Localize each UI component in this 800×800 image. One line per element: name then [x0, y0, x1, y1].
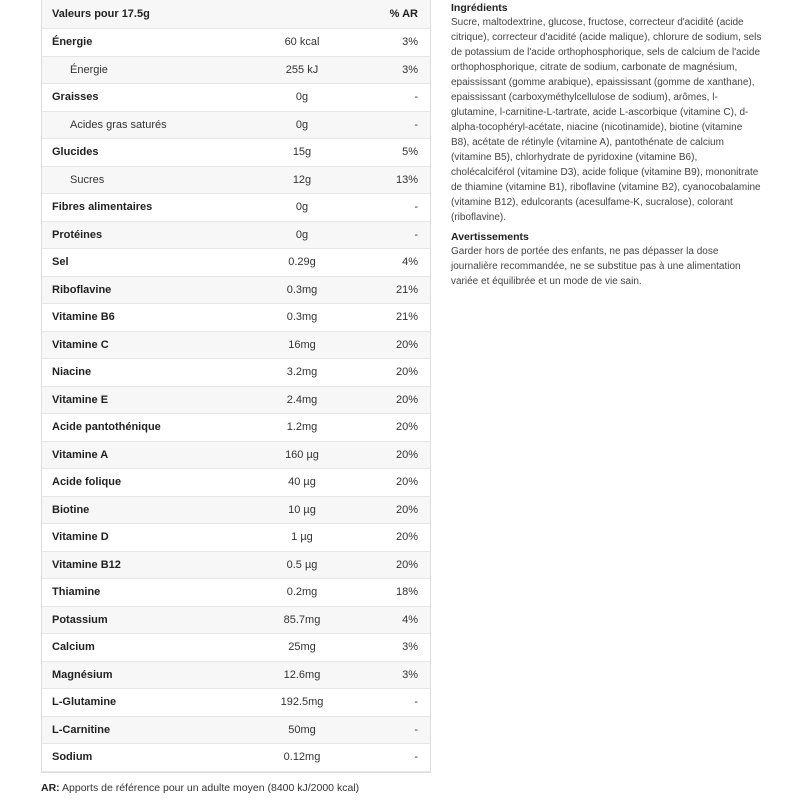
nutrient-ar: 4% — [402, 613, 418, 626]
table-body — [42, 29, 430, 772]
nutrient-ar: 20% — [395, 448, 418, 461]
table-row — [42, 167, 430, 195]
table-row — [42, 332, 430, 360]
header-ar: % AR — [389, 8, 418, 20]
nutrient-ar: 4% — [402, 256, 418, 269]
footnote-text: Apports de référence pour un adulte moyen (8400 kJ/2000 kcal) — [62, 782, 360, 794]
nutrient-ar: 20% — [395, 558, 418, 571]
nutrition-table — [41, 0, 431, 773]
table-row — [42, 387, 430, 415]
footnote-label: AR: — [41, 782, 60, 794]
nutrient-quantity: 15g — [292, 146, 312, 159]
table-row — [42, 552, 430, 580]
warnings-title: Avertissements — [451, 231, 529, 243]
table-row — [42, 222, 430, 250]
nutrient-quantity: 0.29g — [288, 256, 316, 269]
nutrient-name: Énergie — [70, 63, 108, 76]
table-row — [42, 744, 430, 772]
table-row — [42, 469, 430, 497]
nutrient-quantity: 1 µg — [291, 531, 313, 544]
nutrient-name: Sodium — [52, 751, 93, 764]
nutrient-quantity: 0g — [295, 228, 309, 241]
header-serving: Valeurs pour 17.5g — [52, 8, 150, 20]
nutrient-ar: 20% — [395, 366, 418, 379]
nutrient-ar: 20% — [395, 476, 418, 489]
nutrient-name: Thiamine — [52, 586, 101, 599]
nutrient-ar: 20% — [395, 531, 418, 544]
nutrient-quantity: 0.12mg — [283, 751, 321, 764]
nutrient-quantity: 0.3mg — [286, 283, 318, 296]
nutrient-quantity: 12g — [292, 173, 312, 186]
nutrient-name: Calcium — [52, 641, 95, 654]
nutrient-ar: 20% — [395, 503, 418, 516]
nutrient-quantity: 192.5mg — [280, 696, 324, 709]
nutrient-ar: - — [414, 201, 418, 214]
nutrient-ar: 3% — [402, 668, 418, 681]
nutrient-quantity: 16mg — [288, 338, 316, 351]
nutrient-quantity: 10 µg — [288, 503, 316, 516]
nutrient-name: Vitamine E — [52, 393, 109, 406]
table-row — [42, 112, 430, 140]
nutrient-name: Acide pantothénique — [52, 421, 161, 434]
nutrient-ar: 20% — [395, 338, 418, 351]
nutrient-quantity: 255 kJ — [285, 63, 319, 76]
table-header — [42, 0, 430, 29]
nutrient-ar: 13% — [395, 173, 418, 186]
table-row — [42, 634, 430, 662]
table-row — [42, 359, 430, 387]
nutrient-quantity: 0g — [295, 118, 309, 131]
ingredients-text: Sucre, maltodextrine, glucose, fructose, correcteur d'acidité (acide citrique), correcteur d'acidité (acide malique), chlorure de sodium, sels de potassium de l'acide orthophosphorique, sels de calcium de l'acide orthophosphorique, citrate de sodium, carbonate de magnésium, epaississant (gomme arabique), epaississant (gomme de xanthane), epaississant (carboxyméthylcellulose de sodium), arômes, l-glutamine, l-carnitine-L-tartrate, acide L-ascorbique (vitamine C), d-alpha-tocophéryl-acétate, niacine (nicotinamide), biotine (vitamine B8), acétate de rétinyle (vitamine A), pantothénate de calcium (vitamine B5), chlorhydrate de pyridoxine (vitamine B6), cholécalciférol (vitamine D3), acide folique (vitamine B9), mononitrate de thiamine (vitamine B1), riboflavine (vitamine B2), cyanocobalamine (vitamine B12), edulcorants (acesulfame-K, sucralose), colorant (riboflavine). — [451, 17, 762, 223]
table-row — [42, 579, 430, 607]
nutrient-quantity: 0g — [295, 91, 309, 104]
table-row — [42, 277, 430, 305]
table-row — [42, 29, 430, 57]
nutrient-ar: - — [414, 696, 418, 709]
nutrient-ar: - — [414, 228, 418, 241]
table-row — [42, 524, 430, 552]
table-row — [42, 304, 430, 332]
nutrient-name: Vitamine B6 — [52, 311, 115, 324]
nutrient-quantity: 3.2mg — [286, 366, 318, 379]
nutrient-quantity: 85.7mg — [283, 613, 321, 626]
nutrient-name: Vitamine A — [52, 448, 109, 461]
nutrient-name: Vitamine D — [52, 531, 109, 544]
nutrient-name: Acides gras saturés — [70, 118, 167, 131]
ar-footnote — [41, 782, 359, 794]
nutrient-ar: - — [414, 91, 418, 104]
table-row — [42, 414, 430, 442]
table-row — [42, 717, 430, 745]
nutrient-name: L-Glutamine — [52, 696, 117, 709]
nutrient-quantity: 25mg — [288, 641, 316, 654]
nutrient-name: Graisses — [52, 91, 99, 104]
nutrient-quantity: 0.3mg — [286, 311, 318, 324]
nutrient-quantity: 0.2mg — [286, 586, 318, 599]
product-info — [451, 1, 763, 294]
nutrient-name: Sucres — [70, 173, 105, 186]
nutrient-name: Vitamine C — [52, 338, 109, 351]
nutrient-name: Glucides — [52, 146, 99, 159]
table-row — [42, 662, 430, 690]
nutrient-quantity: 0.5 µg — [286, 558, 318, 571]
ingredients-title: Ingrédients — [451, 2, 508, 14]
nutrient-name: Biotine — [52, 503, 90, 516]
nutrient-name: Magnésium — [52, 668, 113, 681]
nutrient-quantity: 2.4mg — [286, 393, 318, 406]
nutrient-ar: 18% — [395, 586, 418, 599]
nutrient-ar: 3% — [402, 63, 418, 76]
nutrient-name: Protéines — [52, 228, 103, 241]
nutrient-ar: - — [414, 723, 418, 736]
nutrient-name: Potassium — [52, 613, 108, 626]
nutrient-ar: 20% — [395, 421, 418, 434]
nutrient-name: Niacine — [52, 366, 92, 379]
nutrient-ar: 3% — [402, 641, 418, 654]
nutrient-name: Vitamine B12 — [52, 558, 121, 571]
nutrient-ar: 3% — [402, 36, 418, 49]
nutrient-quantity: 12.6mg — [283, 668, 321, 681]
nutrient-ar: - — [414, 118, 418, 131]
table-row — [42, 57, 430, 85]
nutrient-ar: - — [414, 751, 418, 764]
table-row — [42, 194, 430, 222]
nutrient-name: L-Carnitine — [52, 723, 111, 736]
nutrient-name: Sel — [52, 256, 69, 269]
nutrient-name: Acide folique — [52, 476, 122, 489]
table-row — [42, 607, 430, 635]
nutrient-quantity: 40 µg — [288, 476, 316, 489]
table-row — [42, 249, 430, 277]
nutrient-ar: 5% — [402, 146, 418, 159]
nutrient-quantity: 1.2mg — [286, 421, 318, 434]
nutrient-name: Énergie — [52, 36, 93, 49]
table-row — [42, 139, 430, 167]
nutrient-quantity: 0g — [295, 201, 309, 214]
warnings-text: Garder hors de portée des enfants, ne pas dépasser la dose journalière recommandée, ne se substitue pas à une alimentation variée et équilibrée et un mode de vie sain. — [451, 246, 741, 287]
nutrient-name: Fibres alimentaires — [52, 201, 153, 214]
nutrient-ar: 21% — [395, 283, 418, 296]
nutrient-ar: 21% — [395, 311, 418, 324]
nutrient-quantity: 60 kcal — [284, 36, 320, 49]
nutrient-quantity: 50mg — [288, 723, 316, 736]
nutrient-ar: 20% — [395, 393, 418, 406]
table-row — [42, 442, 430, 470]
table-row — [42, 84, 430, 112]
nutrient-name: Riboflavine — [52, 283, 112, 296]
table-row — [42, 497, 430, 525]
table-row — [42, 689, 430, 717]
nutrient-quantity: 160 µg — [285, 448, 319, 461]
